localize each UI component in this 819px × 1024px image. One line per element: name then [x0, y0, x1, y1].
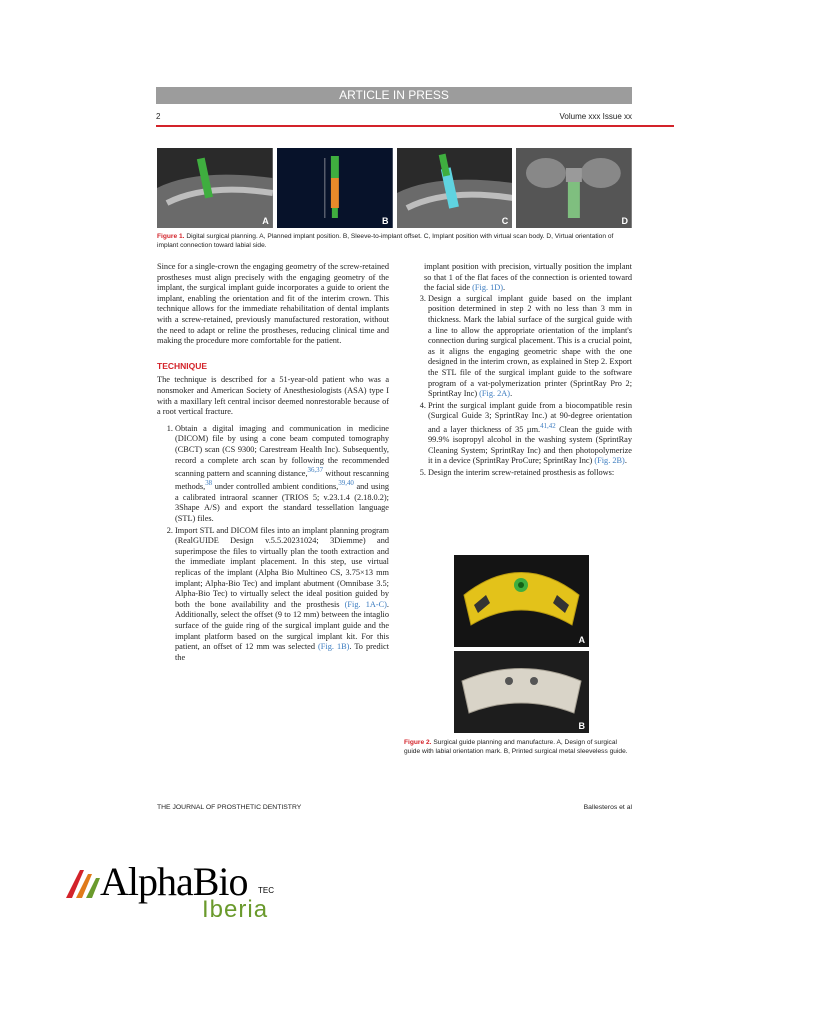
volume-issue: Volume xxx Issue xx [559, 112, 632, 121]
technique-intro: The technique is described for a 51-year-old patient who was a nonsmoker and American Society of Anesthesiologists (ASA) type I with a maxillary left central incisor deemed nonrestorable because of a root vertical fracture. [157, 375, 389, 417]
panel-label-d: D [621, 216, 628, 226]
intro-paragraph: Since for a single-crown the engaging geometry of the screw-retained prostheses must align precisely with the engaging geometry of the implant, the surgical implant guide incorporates a guide to orient the implant, enabling the orientation and fit of the interim crown. This technique allows for the immediate rehabilitation of dental implants with a screw-retained, previously manufactured restoration, without the need to adapt or reline the prostheses, reducing clinical time and making the procedure more comfortable for the patient. [157, 262, 389, 346]
panel-label-c: C [501, 216, 509, 226]
panel-label-b: B [382, 216, 389, 226]
fig2-panel-label-b: B [578, 721, 585, 731]
fig-2b-link[interactable]: (Fig. 2B) [594, 456, 625, 466]
left-column [157, 262, 389, 664]
logo-tec: TEC [258, 886, 274, 895]
right-column [410, 262, 632, 480]
figure-2-label: Figure 2. [404, 739, 432, 746]
footer-authors: Ballesteros et al [583, 804, 632, 811]
header-rule [156, 125, 674, 127]
fig-1b-link[interactable]: (Fig. 1B) [318, 642, 350, 652]
figure-2-panel-b [454, 651, 589, 733]
step-5: 5. Design the interim screw-retained prosthesis as follows: [428, 468, 632, 479]
article-in-press-banner: ARTICLE IN PRESS [156, 87, 632, 104]
fig-1d-link[interactable]: (Fig. 1D) [472, 283, 504, 293]
figure-1-panel-a [157, 148, 273, 228]
figure-2 [454, 555, 589, 733]
logo-brand: AlphaBio [100, 859, 248, 904]
figure-1-caption-text: Digital surgical planning. A, Planned implant position. B, Sleeve-to-implant offset. C, Implant position with virtual scan body. D, Virtual orientation of implant connection toward labial side. [157, 233, 614, 249]
fig2-panel-label-a: A [578, 635, 585, 645]
fig-2a-link[interactable]: (Fig. 2A) [479, 389, 511, 399]
figure-1 [157, 148, 632, 228]
panel-label-a: A [262, 216, 269, 226]
alpha-bio-logo [62, 858, 302, 928]
footer-journal: THE JOURNAL OF PROSTHETIC DENTISTRY [157, 804, 302, 811]
figure-2-panel-a [454, 555, 589, 647]
step-2-continued: implant position with precision, virtually position the implant so that 1 of the flat faces of the connection is oriented toward the facial side (Fig. 1D). [424, 262, 632, 293]
figure-1-label: Figure 1. [157, 233, 185, 240]
figure-1-caption [157, 232, 632, 250]
section-title-technique: TECHNIQUE [157, 360, 208, 371]
step-4: 4. Print the surgical implant guide from a biocompatible resin (Surgical Guide 3; SprintRay Inc.) at 90-degree orientation and a layer thickness of 35 µm.$^{41,42}$ Clean the guide with 99.9% isopropyl alcohol in the washing system (SprintRay Cleaning System; SprintRay Inc) and then photopolymerize it in a device (SprintRay ProCure; SprintRay Inc) (Fig. 2B). [428, 401, 632, 467]
figure-2-caption [404, 738, 634, 756]
figure-2-caption-text: Surgical guide planning and manufacture. A, Design of surgical guide with labial orientation mark. B, Printed surgical metal sleeveless guide. [404, 739, 628, 755]
logo-sub: Iberia [202, 896, 269, 923]
step-2: 2. Import STL and DICOM files into an implant planning program (RealGUIDE Design v.5.5.20231024; 3Diemme) and superimpose the files to virtually plan the tooth extraction and the immediate implant placement. In this step, use virtual replicas of the implant (Alpha Bio Multineo CS, 3.75×13 mm implant; Alpha-Bio Tec) and implant abutment (Omnibase 3.5; Alpha-Bio Tec) to virtually select the ideal position guided by both the bone availability and the prosthesis (Fig. 1A-C). Additionally, select the offset (9 to 12 mm) between the intaglio surface of the guide ring of the surgical implant guide and the implant platform based on the surgical implant kit. For this patient, an offset of 12 mm was selected (Fig. 1B). To predict the [175, 526, 389, 664]
figure-1-panel-d [516, 148, 632, 228]
figure-1-panel-c [397, 148, 513, 228]
step-3: 3. Design a surgical implant guide based on the implant position determined in step 2 with no less than 3 mm in thickness. Mark the labial surface of the surgical guide with a line to allow the appropriate orientation of the implant's connection during surgical placement. This is a crucial point, as it aligns the engaging geometric shape with the one designed in the interim crown, as explained in Step 2. Export the STL file of the surgical implant guide to the software program of a vat-polymerization printer (SprintRay Pro 2; SprintRay Inc) (Fig. 2A). [428, 294, 632, 400]
step-1: 1. Obtain a digital imaging and communication in medicine (DICOM) file by using a cone beam computed tomography (CBCT) scan (CS 9300; Carestream Health Inc). Subsequently, record a complete arch scan by following the recommended scanning pattern and scanning distance,$^{36,37}$ without rescanning methods,$^{38}$ under controlled ambient conditions,$^{39,40}$ and using a calibrated intraoral scanner (TRIOS 5; v.23.1.4 (2.18.0.2); 3Shape A/S) and export the standard tessellation language (STL) files. [175, 424, 389, 525]
fig-1a-c-link[interactable]: (Fig. 1A-C) [344, 599, 387, 609]
figure-1-panel-b [277, 148, 393, 228]
page-number: 2 [156, 112, 161, 121]
technique-steps-1-2 [157, 424, 389, 664]
page-header [156, 112, 674, 124]
alpha-bio-mark-icon [62, 864, 102, 904]
technique-steps-3-5 [410, 294, 632, 479]
